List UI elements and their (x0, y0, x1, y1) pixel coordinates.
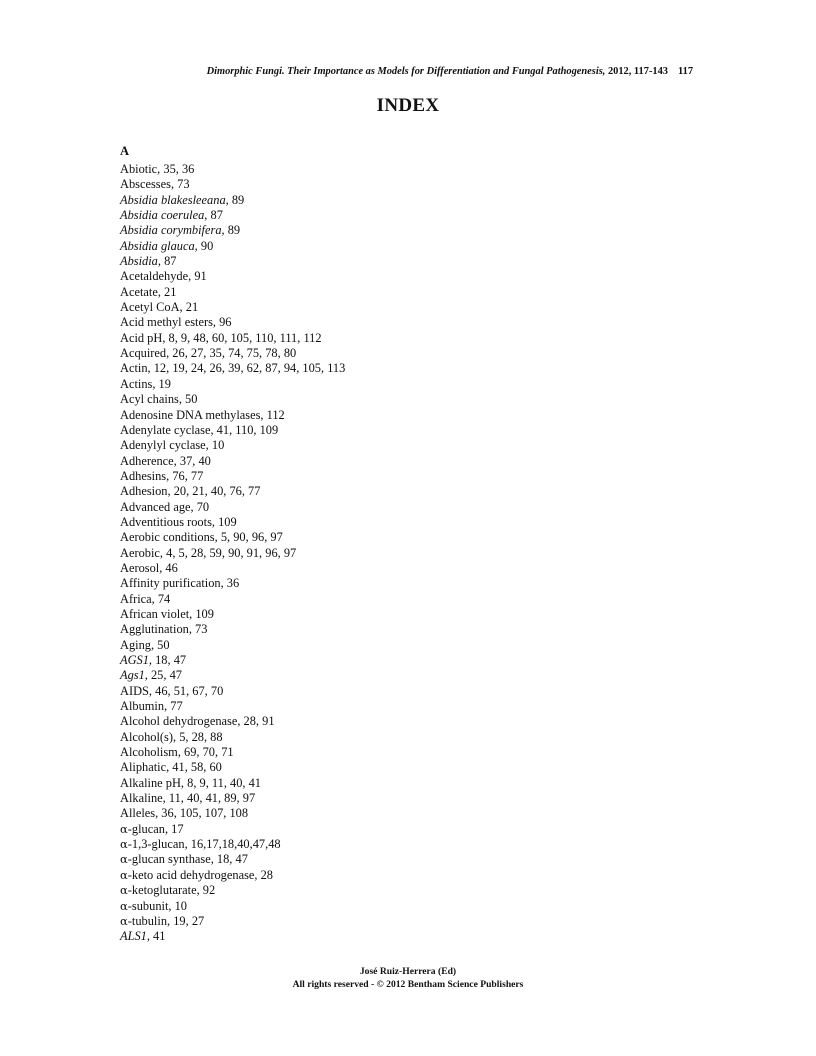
entry-page-refs: 87 (160, 254, 177, 269)
page-footer (0, 966, 816, 991)
entry-greek-prefix: α (120, 821, 128, 836)
index-entry (120, 653, 345, 668)
entry-page-refs: 90 (197, 238, 214, 253)
index-entry-list (120, 162, 345, 945)
entry-greek-prefix: α (120, 898, 128, 913)
index-entry (120, 254, 345, 269)
entry-term: Acquired (120, 346, 167, 361)
entry-term: Alcohol dehydrogenase (120, 714, 238, 729)
entry-page-refs: , 35, 36 (157, 162, 195, 176)
entry-page-refs: , 17 (164, 821, 184, 836)
running-title-meta: 2012, 117-143 (605, 66, 668, 77)
entry-greek-prefix: α (120, 883, 128, 898)
index-entry (120, 223, 345, 238)
entry-page-refs: , 28, 91 (237, 714, 275, 729)
entry-term: -ketoglutarate (127, 883, 197, 898)
entry-term: -keto acid dehydrogenase (127, 867, 255, 882)
entry-term: -glucan synthase (127, 852, 211, 867)
entry-term: Alcohol(s) (120, 729, 173, 744)
entry-term: Actin (120, 361, 148, 376)
entry-page-refs: , 36, 105, 107, 108 (155, 806, 249, 821)
index-entry (120, 714, 345, 729)
index-entry (120, 576, 345, 591)
entry-term: Adhesins (120, 468, 167, 483)
running-title-text: Dimorphic Fungi. Their Importance as Models for Differentiation and Fungal Pathogenesis, (206, 66, 606, 77)
entry-page-refs: , 69, 70, 71 (177, 745, 234, 760)
entry-page-refs: , 8, 9, 11, 40, 41 (180, 775, 262, 790)
index-entry (120, 300, 345, 315)
index-entry (120, 530, 345, 545)
entry-term: Agglutination (120, 622, 189, 637)
entry-page-refs: , 11, 40, 41, 89, 97 (162, 791, 256, 806)
entry-term: Aging (120, 637, 151, 652)
index-entry (120, 346, 345, 361)
entry-page-refs: 25, 47 (147, 668, 182, 683)
entry-term: Absidia blakesleeana, (120, 192, 229, 207)
index-entry (120, 331, 345, 346)
index-entry (120, 193, 345, 208)
index-entry (120, 423, 345, 438)
index-entry (120, 561, 345, 576)
entry-page-refs: , 19 (152, 376, 171, 391)
entry-term: Adhesion (120, 484, 168, 499)
entry-page-refs: , 5, 90, 96, 97 (214, 530, 283, 545)
entry-page-refs: , 28 (254, 867, 273, 882)
entry-page-refs: , 70 (190, 499, 210, 514)
index-entry (120, 822, 345, 837)
index-entry (120, 760, 345, 775)
index-entry (120, 269, 345, 284)
entry-term: Actins (120, 376, 153, 391)
entry-page-refs: , 37, 40 (173, 453, 211, 468)
index-entry (120, 361, 345, 376)
entry-term: Alkaline (120, 791, 163, 806)
entry-page-refs: , 10 (168, 898, 187, 913)
entry-page-refs: , 20, 21, 40, 76, 77 (167, 484, 261, 499)
entry-page-refs: , 36 (220, 576, 240, 591)
entry-page-refs: 89 (228, 192, 245, 207)
entry-page-refs: , 92 (196, 883, 216, 898)
entry-term: Acid methyl esters (120, 315, 213, 330)
entry-term: AGS1, (120, 653, 153, 667)
entry-term: Adventitious roots (120, 514, 212, 529)
entry-page-refs: , 8, 9, 48, 60, 105, 110, 111, 112 (162, 330, 322, 345)
entry-page-refs: , 19, 27 (167, 913, 205, 928)
entry-term: Aerobic conditions (120, 530, 215, 545)
index-entry (120, 622, 345, 637)
index-entry (120, 776, 345, 791)
index-entry (120, 377, 345, 392)
entry-page-refs: 18, 47 (152, 653, 187, 667)
entry-page-refs: , 112 (260, 407, 285, 422)
index-entry (120, 852, 345, 867)
entry-page-refs: , 18, 47 (210, 852, 248, 867)
index-entry (120, 315, 345, 330)
entry-term: Abiotic (120, 162, 158, 176)
index-entry (120, 730, 345, 745)
entry-page-refs: , 5, 28, 88 (173, 729, 223, 744)
index-entry (120, 899, 345, 914)
entry-term: Abscesses (120, 177, 171, 192)
entry-page-refs: , 74 (151, 591, 171, 606)
entry-page-refs: , 26, 27, 35, 74, 75, 78, 80 (166, 346, 297, 361)
entry-term: AIDS (120, 683, 149, 698)
entry-page-refs: , 46 (159, 560, 178, 575)
index-entry (120, 454, 345, 469)
entry-term: -tubulin (127, 913, 168, 928)
entry-page-refs: , 73 (170, 177, 190, 192)
entry-term: Aliphatic (120, 760, 167, 775)
entry-term: Acetate (120, 284, 158, 299)
index-entry (120, 684, 345, 699)
entry-term: Absidia, (120, 254, 161, 269)
entry-page-refs: , 50 (150, 637, 170, 652)
entry-page-refs: , 41, 110, 109 (210, 422, 279, 437)
index-entry (120, 699, 345, 714)
entry-term: Alcoholism (120, 745, 178, 760)
index-entry (120, 208, 345, 223)
entry-page-refs: 41 (149, 929, 166, 944)
index-entry (120, 592, 345, 607)
entry-term: Absidia corymbifera, (120, 223, 225, 238)
index-entry (120, 484, 345, 499)
entry-page-refs: , 73 (188, 622, 208, 637)
entry-greek-prefix: α (120, 913, 128, 928)
entry-term: African violet (120, 606, 190, 621)
entry-page-refs: 87 (207, 208, 223, 223)
entry-page-refs: , 4, 5, 28, 59, 90, 91, 96, 97 (159, 545, 297, 560)
entry-page-refs: , 109 (189, 606, 214, 621)
index-entry (120, 500, 345, 515)
entry-term: Acyl chains (120, 392, 179, 407)
index-entry (120, 177, 345, 192)
index-entry (120, 162, 345, 177)
entry-term: Adherence (120, 453, 174, 468)
page-number: 117 (678, 66, 694, 77)
index-entry (120, 806, 345, 821)
entry-page-refs: , 10 (205, 438, 225, 453)
entry-term: Adenosine DNA methylases (120, 407, 261, 422)
section-letter: A (120, 144, 130, 158)
index-entry (120, 285, 345, 300)
entry-term: Adenylate cyclase (120, 422, 211, 437)
index-entry (120, 868, 345, 883)
entry-page-refs: , 50 (178, 392, 198, 407)
entry-term: Acetyl CoA (120, 300, 180, 315)
page-title: INDEX (376, 95, 440, 116)
entry-page-refs: , 91 (188, 269, 207, 284)
index-entry (120, 929, 345, 944)
index-entry (120, 392, 345, 407)
index-entry (120, 638, 345, 653)
entry-term: Acetaldehyde (120, 269, 189, 284)
entry-page-refs: 89 (224, 223, 241, 238)
entry-term: Aerosol (120, 560, 160, 575)
index-entry (120, 837, 345, 852)
entry-page-refs: , 96 (212, 315, 232, 330)
entry-page-refs: , 46, 51, 67, 70 (148, 683, 224, 698)
entry-greek-prefix: α (120, 852, 128, 867)
entry-term: Africa (120, 591, 152, 606)
running-title (207, 66, 668, 77)
entry-term: Aerobic (120, 545, 160, 560)
entry-term: Advanced age (120, 499, 191, 514)
entry-page-refs: , 77 (164, 699, 183, 714)
entry-page-refs: , 16,17,18,40,47,48 (184, 837, 281, 852)
entry-term: Acid pH (120, 330, 163, 345)
entry-page-refs: , 76, 77 (166, 468, 204, 483)
index-entry (120, 515, 345, 530)
index-entry (120, 791, 345, 806)
entry-page-refs: , 21 (157, 284, 177, 299)
entry-term: Alkaline pH (120, 775, 181, 790)
index-entry (120, 469, 345, 484)
entry-term: -subunit (127, 898, 169, 913)
entry-term: Ags1, (120, 668, 148, 683)
entry-term: Adenylyl cyclase (120, 438, 206, 453)
index-entry (120, 438, 345, 453)
entry-page-refs: , 21 (179, 300, 199, 315)
index-entry (120, 883, 345, 898)
footer-editor: José Ruiz-Herrera (Ed) (359, 966, 457, 977)
entry-page-refs: , 109 (211, 514, 237, 529)
footer-copyright: All rights reserved - © 2012 Bentham Science Publishers (292, 978, 524, 990)
index-entry (120, 914, 345, 929)
index-entry (120, 546, 345, 561)
entry-term: -glucan (127, 821, 165, 836)
entry-page-refs: , 12, 19, 24, 26, 39, 62, 87, 94, 105, 113 (147, 361, 346, 376)
index-entry (120, 745, 345, 760)
entry-term: Alleles (120, 806, 156, 821)
entry-term: Affinity purification (120, 576, 221, 591)
entry-term: Absidia glauca, (120, 238, 198, 253)
entry-greek-prefix: α (120, 867, 128, 882)
entry-term: ALS1, (120, 929, 150, 944)
index-entry (120, 408, 345, 423)
entry-term: -1,3-glucan (127, 837, 185, 852)
entry-page-refs: , 41, 58, 60 (166, 760, 222, 775)
entry-term: Albumin (120, 699, 165, 714)
index-entry (120, 239, 345, 254)
index-entry (120, 668, 345, 683)
entry-greek-prefix: α (120, 837, 128, 852)
entry-term: Absidia coerulea, (120, 208, 208, 223)
index-entry (120, 607, 345, 622)
